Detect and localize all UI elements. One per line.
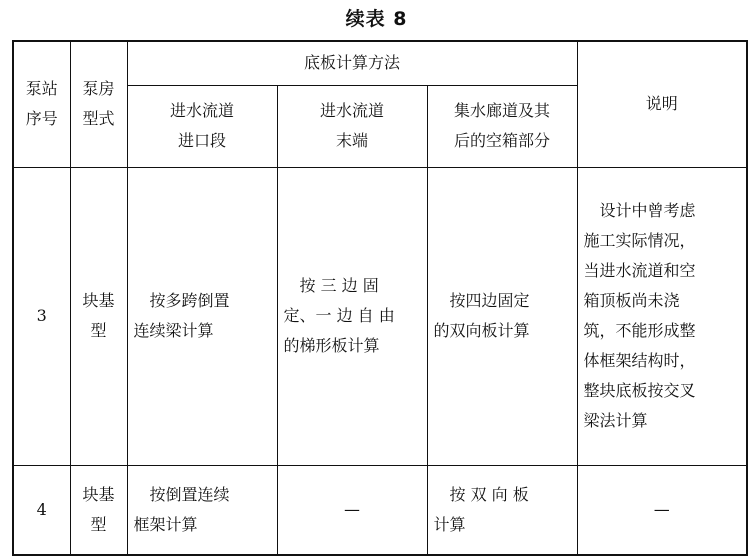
header-group-title: 底板计算方法 xyxy=(127,41,577,85)
header-gallery: 集水廊道及其 后的空箱部分 xyxy=(427,85,577,167)
header-house-type: 泵房 型式 xyxy=(70,41,127,167)
row-gallery-method: 按四边固定 的双向板计算 xyxy=(427,167,577,465)
header-inlet: 进水流道 进口段 xyxy=(127,85,277,167)
header-note: 说明 xyxy=(577,41,747,167)
table-row xyxy=(13,167,747,465)
row-station-no: 3 xyxy=(13,167,70,465)
header-station-no: 泵站 序号 xyxy=(13,41,70,167)
table-caption: 续表 8 xyxy=(345,8,408,30)
row-inlet-method: 按多跨倒置 连续梁计算 xyxy=(127,167,277,465)
row-note: — xyxy=(577,465,747,555)
row-house-type: 块基 型 xyxy=(70,167,127,465)
row-end-method: 按 三 边 固 定、一 边 自 由 的梯形板计算 xyxy=(277,167,427,465)
row-note: 设计中曾考虑 施工实际情况， 当进水流道和空 箱顶板尚未浇 筑，不能形成整 体框架结构时， 整块底板按交叉 梁法计算 xyxy=(577,167,747,465)
table-row xyxy=(13,465,747,555)
calculation-table xyxy=(12,40,748,556)
header-end: 进水流道 末端 xyxy=(277,85,427,167)
row-end-method: — xyxy=(277,465,427,555)
row-house-type: 块基 型 xyxy=(70,465,127,555)
row-inlet-method: 按倒置连续 框架计算 xyxy=(127,465,277,555)
row-station-no: 4 xyxy=(13,465,70,555)
header-row-top xyxy=(13,41,747,85)
row-gallery-method: 按 双 向 板 计算 xyxy=(427,465,577,555)
